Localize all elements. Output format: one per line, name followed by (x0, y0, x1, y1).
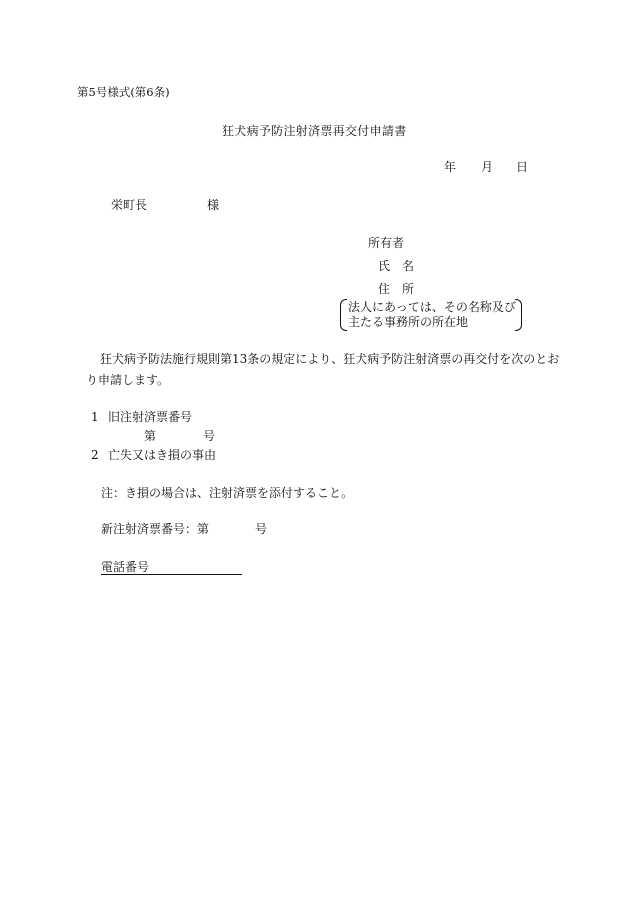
corporate-note-line1: 法人にあっては、その名称及び (348, 300, 516, 314)
item2-label: 亡失又はき損の事由 (108, 448, 217, 462)
new-number-label: 新注射済票番号：第 (101, 522, 210, 536)
date-day-label: 日 (516, 160, 529, 174)
phone-number-label: 電話番号 (101, 560, 150, 574)
address-label: 住 所 (378, 282, 415, 296)
item1-prefix: 第 (144, 429, 157, 443)
new-number-suffix: 号 (255, 522, 268, 536)
page-title: 狂犬病予防注射済票再交付申請書 (222, 124, 407, 138)
attachment-note: 注：き損の場合は、注射済票を添付すること。 (101, 486, 354, 500)
corporate-note-line2: 主たる事務所の所在地 (348, 315, 469, 329)
item1-label: 旧注射済票番号 (108, 410, 193, 424)
right-bracket (515, 299, 522, 331)
date-year-label: 年 (444, 160, 457, 174)
item1-suffix: 号 (203, 429, 216, 443)
form-number: 第5号様式(第6条) (77, 85, 170, 99)
phone-number-field (101, 560, 242, 575)
owner-label: 所有者 (368, 236, 405, 250)
corporate-note (340, 299, 522, 331)
addressee-name: 栄町長 (111, 198, 148, 212)
addressee-honorific: 様 (207, 198, 220, 212)
date-month-label: 月 (481, 160, 494, 174)
name-label: 氏 名 (378, 259, 415, 273)
left-bracket (340, 299, 347, 331)
item1-number: 1 (91, 410, 99, 424)
body-text-line2: り申請します。 (86, 373, 170, 387)
body-text-line1: 狂犬病予防法施行規則第13条の規定により、狂犬病予防注射済票の再交付を次のとお (100, 352, 560, 366)
item2-number: 2 (91, 448, 99, 462)
